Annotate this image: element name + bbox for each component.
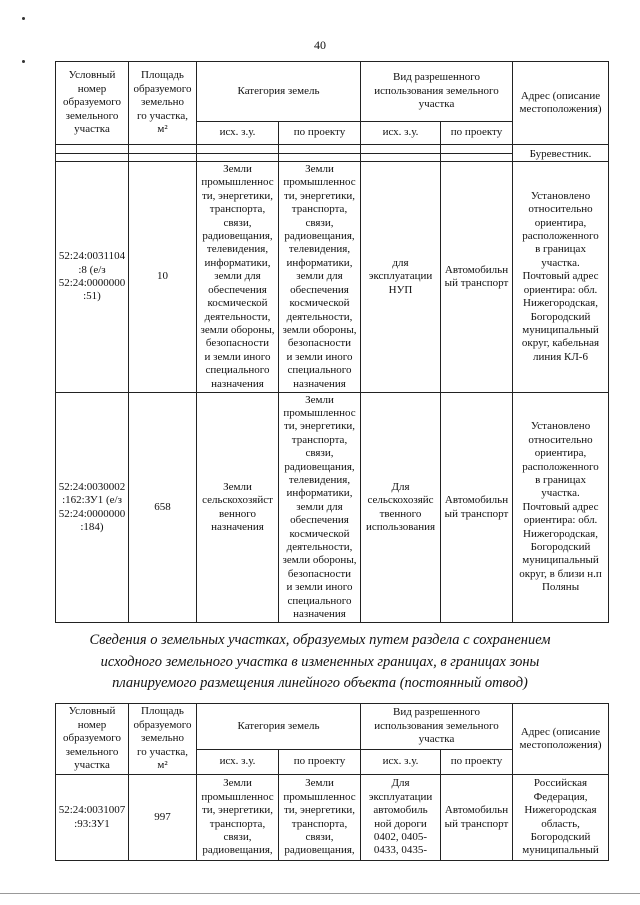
empty-cell: [361, 145, 441, 154]
subheader-existing: исх. з.у.: [361, 750, 441, 775]
divided-plots-table: [55, 703, 609, 861]
empty-cell: [197, 154, 279, 162]
header-use: Вид разрешенного использования земельного участка: [361, 62, 513, 122]
cell-number: 52:24:0030002 :162:ЗУ1 (е/з 52:24:0000000 :184): [56, 393, 129, 623]
cell-address: Российская Федерация, Нижегородская область, Богородский муниципальный: [513, 775, 609, 861]
cell-use-project: Автомобильн ый транспорт: [441, 393, 513, 623]
land-plots-table: [55, 61, 609, 623]
header-address: Адрес (описание местоположения): [513, 704, 609, 775]
cell-use-project: Автомобильн ый транспорт: [441, 775, 513, 861]
cell-address: Установлено относительно ориентира, расположенного в границах участка. Почтовый адрес ориентира: обл. Нижегородская, Богородский муниципальный округ, в близи н.п Поляны: [513, 393, 609, 623]
cell-area: 658: [129, 393, 197, 623]
empty-cell: [441, 154, 513, 162]
cell-number: 52:24:0031104 :8 (е/з 52:24:0000000 :51): [56, 162, 129, 393]
header-category: Категория земель: [197, 62, 361, 122]
subheader-project: по проекту: [279, 122, 361, 145]
page-number: 40: [314, 38, 326, 52]
subheader-existing: исх. з.у.: [361, 122, 441, 145]
cell-address: Установлено относительно ориентира, расположенного в границах участка. Почтовый адрес ориентира: обл. Нижегородская, Богородский муниципальный округ, кабельная линия КЛ-6: [513, 162, 609, 393]
header-number: Условный номер образуемого земельного участка: [56, 704, 129, 775]
empty-cell: [129, 154, 197, 162]
cell-area: 997: [129, 775, 197, 861]
table-row: [56, 162, 609, 393]
header-area: Площадь образуемого земельно го участка, м²: [129, 62, 197, 145]
header-address: Адрес (описание местоположения): [513, 62, 609, 145]
empty-cell: [56, 145, 129, 154]
section-caption: [40, 630, 600, 695]
table-row: [56, 393, 609, 623]
caption-line: исходного земельного участка в измененных границах, в границах зоны: [100, 653, 540, 670]
empty-cell: [197, 145, 279, 154]
cell-use-project: Автомобильн ый транспорт: [441, 162, 513, 393]
scan-speck: [22, 60, 25, 63]
subheader-project: по проекту: [279, 750, 361, 775]
cell-number: 52:24:0031007 :93:ЗУ1: [56, 775, 129, 861]
subheader-existing: исх. з.у.: [197, 122, 279, 145]
caption-line: планируемого размещения линейного объекта (постоянный отвод): [112, 675, 528, 691]
subheader-project: по проекту: [441, 122, 513, 145]
cell-category-existing: Земли сельскохозяйст венного назначения: [197, 393, 279, 623]
cell-category-project: Земли промышленнос ти, энергетики, транспорта, связи, радиовещания, телевидения, информатики, земли для обеспечения космической деятельности, земли обороны, безопасности и земли иного специального назначения: [279, 393, 361, 623]
empty-cell: [129, 145, 197, 154]
header-number: Условный номер образуемого земельного участка: [56, 62, 129, 145]
cell-category-project: Земли промышленнос ти, энергетики, транспорта, связи, радиовещания,: [279, 775, 361, 861]
continuation-text: Буревестник.: [513, 145, 609, 162]
header-category: Категория земель: [197, 704, 361, 750]
header-use: Вид разрешенного использования земельного участка: [361, 704, 513, 750]
cell-use-existing: Для эксплуатации автомобиль ной дороги 0402, 0405- 0433, 0435-: [361, 775, 441, 861]
empty-cell: [361, 154, 441, 162]
cell-category-existing: Земли промышленнос ти, энергетики, транспорта, связи, радиовещания,: [197, 775, 279, 861]
cell-category-existing: Земли промышленнос ти, энергетики, транспорта, связи, радиовещания, телевидения, информатики, земли для обеспечения космической деятельности, земли обороны, безопасности и земли иного специального назначения: [197, 162, 279, 393]
cell-category-project: Земли промышленнос ти, энергетики, транспорта, связи, радиовещания, телевидения, информатики, земли для обеспечения космической деятельности, земли обороны, безопасности и земли иного специального назначения: [279, 162, 361, 393]
subheader-project: по проекту: [441, 750, 513, 775]
empty-cell: [279, 145, 361, 154]
cell-use-existing: Для сельскохозяйс твенного использования: [361, 393, 441, 623]
table-row: [56, 775, 609, 861]
cell-use-existing: для эксплуатации НУП: [361, 162, 441, 393]
caption-line: Сведения о земельных участках, образуемых путем раздела с сохранением: [89, 632, 551, 648]
empty-cell: [441, 145, 513, 154]
page-bottom-rule: [0, 893, 640, 894]
empty-cell: [279, 154, 361, 162]
scan-speck: [22, 17, 25, 20]
empty-cell: [56, 154, 129, 162]
cell-area: 10: [129, 162, 197, 393]
header-area: Площадь образуемого земельно го участка, м²: [129, 704, 197, 775]
subheader-existing: исх. з.у.: [197, 750, 279, 775]
